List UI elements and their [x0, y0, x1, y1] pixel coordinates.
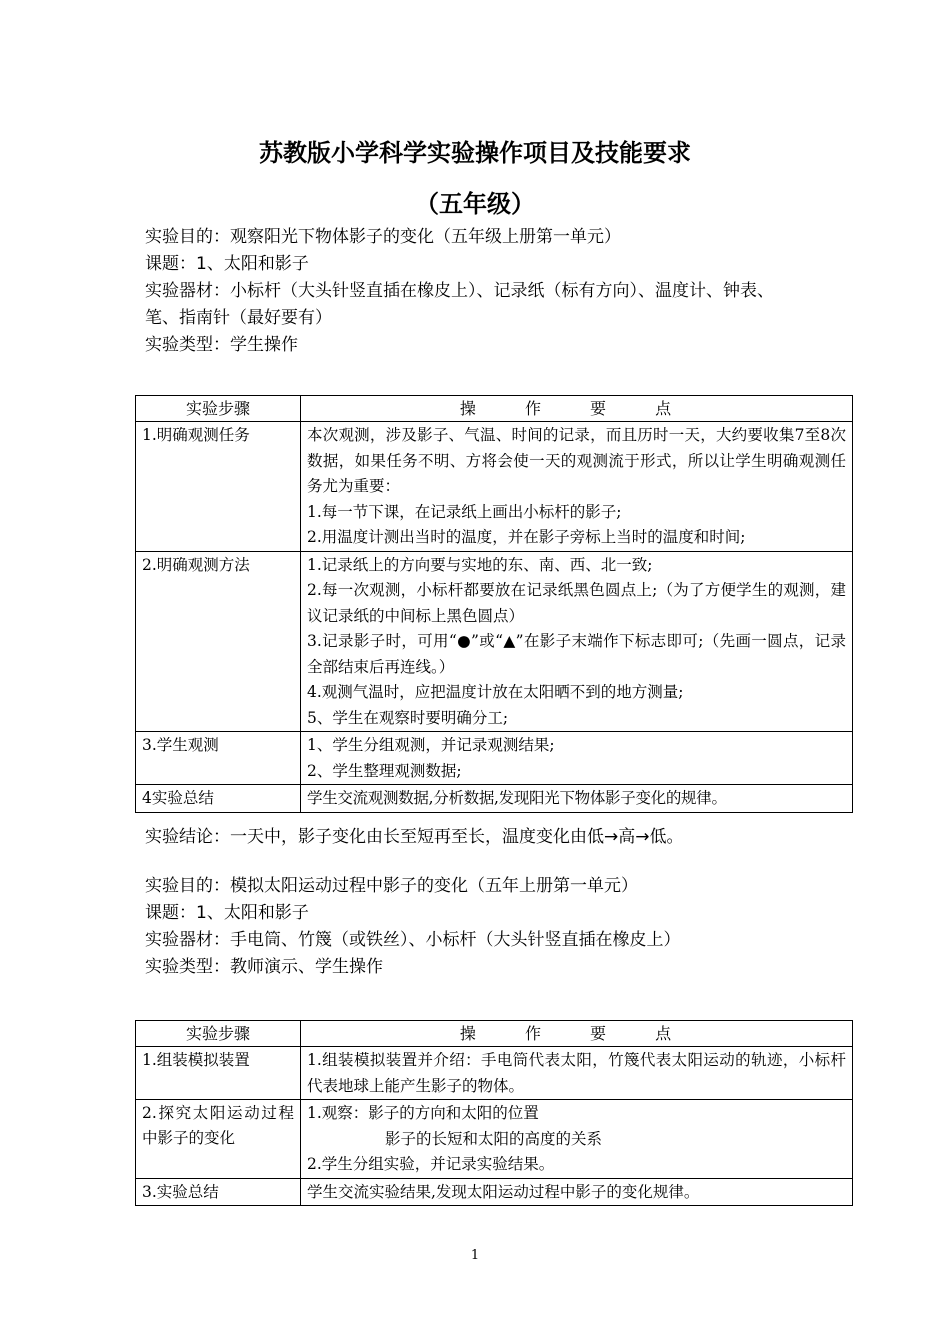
points-cell [301, 1178, 853, 1206]
experiment1-conclusion: 实验结论：一天中，影子变化由长至短再至长，温度变化由低→高→低。 [145, 827, 684, 847]
point-text: 1.观察：影子的方向和太阳的位置 [307, 1104, 539, 1122]
point-text: 2、学生整理观测数据; [307, 761, 462, 780]
header-points: 操 作 要 点 [301, 1021, 853, 1047]
experiment1-purpose: 实验目的：观察阳光下物体影子的变化（五年级上册第一单元） [145, 227, 621, 247]
points-cell [301, 785, 853, 813]
step-cell: 2.明确观测方法 [136, 551, 301, 732]
table-row [136, 732, 853, 785]
step-cell: 3.学生观测 [136, 732, 301, 785]
point-text: 2.用温度计测出当时的温度，并在影子旁标上当时的温度和时间; [307, 528, 746, 546]
point-text: 1.组装模拟装置并介绍：手电筒代表太阳，竹篾代表太阳运动的轨迹，小标杆代表地球上能产生影子的物体。 [307, 1051, 846, 1095]
points-cell [301, 1100, 853, 1179]
points-cell [301, 422, 853, 552]
page-number: 1 [470, 1248, 480, 1263]
experiment2-info [145, 873, 825, 981]
table-row [136, 1100, 853, 1179]
experiment1-table [135, 395, 853, 813]
experiment2-purpose: 实验目的：模拟太阳运动过程中影子的变化（五年上册第一单元） [145, 876, 638, 896]
table-row [136, 1047, 853, 1100]
points-cell [301, 1047, 853, 1100]
point-text: 2.每一次观测，小标杆都要放在记录纸黑色圆点上;（为了方便学生的观测，建议记录纸的中间标上黑色圆点） [307, 581, 846, 625]
point-text: 本次观测，涉及影子、气温、时间的记录，而且历时一天，大约要收集7至8次数据，如果任务不明、方将会使一天的观测流于形式，所以让学生明确观测任务尤为重要： [307, 426, 846, 495]
step-cell: 1.组装模拟装置 [136, 1047, 301, 1100]
points-cell [301, 732, 853, 785]
experiment1-equipment: 实验器材：小标杆（大头针竖直插在橡皮上）、记录纸（标有方向）、温度计、钟表、 [145, 281, 774, 301]
header-steps: 实验步骤 [136, 396, 301, 422]
step-cell: 1.明确观测任务 [136, 422, 301, 552]
point-text: 1.每一节下课，在记录纸上画出小标杆的影子; [307, 502, 622, 521]
step-cell: 3.实验总结 [136, 1178, 301, 1206]
experiment1-topic: 课题：1、太阳和影子 [145, 254, 309, 274]
experiment2-equipment: 实验器材：手电筒、竹篾（或铁丝）、小标杆（大头针竖直插在橡皮上） [145, 930, 681, 950]
point-text: 5、学生在观察时要明确分工; [307, 708, 509, 727]
point-text: 影子的长短和太阳的高度的关系 [385, 1129, 603, 1148]
experiment1-type: 实验类型：学生操作 [145, 335, 298, 355]
point-text: 1.记录纸上的方向要与实地的东、南、西、北一致; [307, 555, 653, 574]
point-text: 2.学生分组实验，并记录实验结果。 [307, 1155, 555, 1173]
experiment1-info [145, 224, 825, 359]
experiment2-topic: 课题：1、太阳和影子 [145, 903, 309, 923]
point-text: 1、学生分组观测，并记录观测结果; [307, 736, 555, 754]
document-title: 苏教版小学科学实验操作项目及技能要求 [259, 139, 691, 167]
experiment2-type: 实验类型：教师演示、学生操作 [145, 957, 383, 977]
experiment2-table [135, 1020, 853, 1206]
point-text: 学生交流观测数据,分析数据,发现阳光下物体影子变化的规律。 [307, 789, 727, 807]
step-cell: 2.探究太阳运动过程中影子的变化 [136, 1100, 301, 1179]
header-points: 操 作 要 点 [301, 396, 853, 422]
table-header-row [136, 1021, 853, 1047]
document-subtitle: （五年级） [415, 190, 535, 218]
points-cell [301, 551, 853, 732]
table-row [136, 551, 853, 732]
table-header-row [136, 396, 853, 422]
point-text: 3.记录影子时，可用“●”或“▲”在影子末端作下标志即可;（先画一圆点，记录全部结束后再连线。） [307, 632, 846, 676]
experiment1-equipment-cont: 笔、指南针（最好要有） [145, 308, 332, 328]
table-row [136, 422, 853, 552]
table-row [136, 1178, 853, 1206]
point-text: 学生交流实验结果,发现太阳运动过程中影子的变化规律。 [307, 1182, 700, 1201]
step-cell: 4实验总结 [136, 785, 301, 813]
point-text: 4.观测气温时，应把温度计放在太阳晒不到的地方测量; [307, 683, 684, 701]
header-steps: 实验步骤 [136, 1021, 301, 1047]
table-row [136, 785, 853, 813]
